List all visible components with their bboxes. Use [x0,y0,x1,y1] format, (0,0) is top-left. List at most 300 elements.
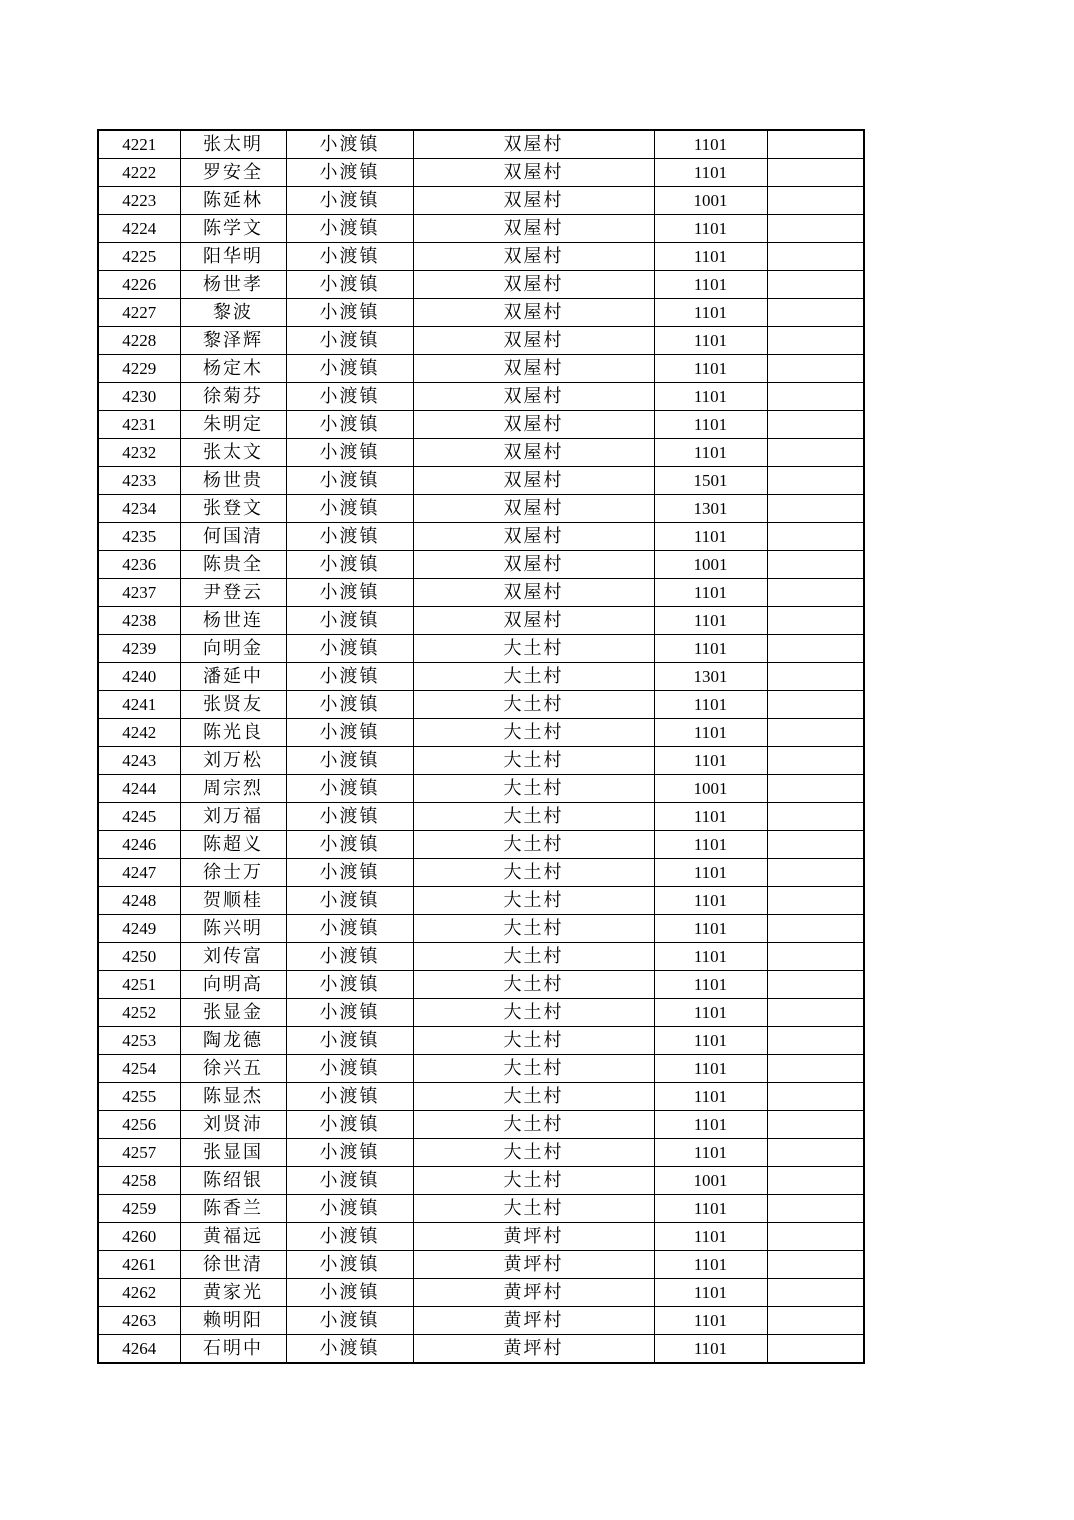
table-row [98,1279,864,1307]
note-cell [767,551,864,579]
table-row [98,775,864,803]
record-number-cell: 4243 [98,747,180,775]
person-name-cell: 张显国 [180,1139,286,1167]
record-number-cell: 4248 [98,887,180,915]
note-cell [767,1279,864,1307]
roster-table [97,129,865,1364]
person-name-cell: 杨世贵 [180,467,286,495]
table-row [98,1055,864,1083]
person-name-cell: 尹登云 [180,579,286,607]
code-cell: 1101 [654,299,767,327]
note-cell [767,1139,864,1167]
record-number-cell: 4222 [98,159,180,187]
village-cell: 双屋村 [413,299,654,327]
table-row [98,831,864,859]
record-number-cell: 4235 [98,523,180,551]
town-cell: 小渡镇 [286,719,413,747]
person-name-cell: 徐世清 [180,1251,286,1279]
person-name-cell: 陈绍银 [180,1167,286,1195]
village-cell: 大土村 [413,1111,654,1139]
code-cell: 1101 [654,1111,767,1139]
person-name-cell: 潘延中 [180,663,286,691]
record-number-cell: 4245 [98,803,180,831]
code-cell: 1101 [654,1251,767,1279]
village-cell: 双屋村 [413,130,654,159]
table-row [98,1223,864,1251]
record-number-cell: 4247 [98,859,180,887]
town-cell: 小渡镇 [286,775,413,803]
village-cell: 大土村 [413,719,654,747]
table-row [98,383,864,411]
code-cell: 1101 [654,803,767,831]
record-number-cell: 4257 [98,1139,180,1167]
code-cell: 1101 [654,1279,767,1307]
code-cell: 1101 [654,971,767,999]
note-cell [767,635,864,663]
village-cell: 黄坪村 [413,1335,654,1364]
person-name-cell: 陈光良 [180,719,286,747]
table-row [98,130,864,159]
note-cell [767,1167,864,1195]
note-cell [767,495,864,523]
person-name-cell: 陈香兰 [180,1195,286,1223]
village-cell: 大土村 [413,1195,654,1223]
village-cell: 大土村 [413,747,654,775]
village-cell: 大土村 [413,971,654,999]
person-name-cell: 张太明 [180,130,286,159]
table-row [98,747,864,775]
town-cell: 小渡镇 [286,355,413,383]
record-number-cell: 4261 [98,1251,180,1279]
town-cell: 小渡镇 [286,859,413,887]
town-cell: 小渡镇 [286,1335,413,1364]
town-cell: 小渡镇 [286,1055,413,1083]
town-cell: 小渡镇 [286,887,413,915]
note-cell [767,747,864,775]
code-cell: 1101 [654,635,767,663]
town-cell: 小渡镇 [286,1167,413,1195]
table-row [98,691,864,719]
record-number-cell: 4260 [98,1223,180,1251]
town-cell: 小渡镇 [286,439,413,467]
note-cell [767,1223,864,1251]
note-cell [767,467,864,495]
note-cell [767,943,864,971]
table-row [98,887,864,915]
person-name-cell: 黄福远 [180,1223,286,1251]
record-number-cell: 4224 [98,215,180,243]
village-cell: 大土村 [413,1027,654,1055]
town-cell: 小渡镇 [286,943,413,971]
record-number-cell: 4251 [98,971,180,999]
town-cell: 小渡镇 [286,215,413,243]
village-cell: 黄坪村 [413,1223,654,1251]
person-name-cell: 徐兴五 [180,1055,286,1083]
note-cell [767,523,864,551]
town-cell: 小渡镇 [286,243,413,271]
village-cell: 大土村 [413,691,654,719]
record-number-cell: 4249 [98,915,180,943]
code-cell: 1101 [654,887,767,915]
table-row [98,1335,864,1364]
code-cell: 1101 [654,243,767,271]
village-cell: 大土村 [413,1055,654,1083]
person-name-cell: 徐菊芬 [180,383,286,411]
village-cell: 大土村 [413,999,654,1027]
village-cell: 大土村 [413,635,654,663]
table-row [98,327,864,355]
code-cell: 1101 [654,439,767,467]
code-cell: 1001 [654,775,767,803]
town-cell: 小渡镇 [286,1279,413,1307]
record-number-cell: 4253 [98,1027,180,1055]
person-name-cell: 黄家光 [180,1279,286,1307]
town-cell: 小渡镇 [286,607,413,635]
record-number-cell: 4228 [98,327,180,355]
village-cell: 大土村 [413,803,654,831]
table-row [98,355,864,383]
note-cell [767,971,864,999]
town-cell: 小渡镇 [286,915,413,943]
roster-table-body [98,130,864,1363]
village-cell: 双屋村 [413,607,654,635]
table-row [98,1195,864,1223]
person-name-cell: 杨定木 [180,355,286,383]
code-cell: 1001 [654,1167,767,1195]
record-number-cell: 4250 [98,943,180,971]
code-cell: 1101 [654,915,767,943]
town-cell: 小渡镇 [286,663,413,691]
town-cell: 小渡镇 [286,1139,413,1167]
record-number-cell: 4254 [98,1055,180,1083]
table-row [98,1083,864,1111]
record-number-cell: 4242 [98,719,180,747]
record-number-cell: 4232 [98,439,180,467]
code-cell: 1101 [654,691,767,719]
record-number-cell: 4239 [98,635,180,663]
record-number-cell: 4263 [98,1307,180,1335]
person-name-cell: 朱明定 [180,411,286,439]
table-row [98,971,864,999]
note-cell [767,719,864,747]
note-cell [767,271,864,299]
person-name-cell: 向明金 [180,635,286,663]
village-cell: 黄坪村 [413,1279,654,1307]
note-cell [767,383,864,411]
record-number-cell: 4238 [98,607,180,635]
village-cell: 双屋村 [413,355,654,383]
table-row [98,271,864,299]
code-cell: 1301 [654,495,767,523]
person-name-cell: 刘贤沛 [180,1111,286,1139]
town-cell: 小渡镇 [286,159,413,187]
village-cell: 双屋村 [413,467,654,495]
town-cell: 小渡镇 [286,831,413,859]
village-cell: 大土村 [413,831,654,859]
person-name-cell: 张登文 [180,495,286,523]
note-cell [767,887,864,915]
note-cell [767,775,864,803]
village-cell: 黄坪村 [413,1251,654,1279]
town-cell: 小渡镇 [286,467,413,495]
village-cell: 大土村 [413,887,654,915]
town-cell: 小渡镇 [286,327,413,355]
table-row [98,439,864,467]
code-cell: 1101 [654,1055,767,1083]
table-row [98,1167,864,1195]
note-cell [767,1055,864,1083]
person-name-cell: 黎波 [180,299,286,327]
code-cell: 1101 [654,999,767,1027]
note-cell [767,1111,864,1139]
record-number-cell: 4237 [98,579,180,607]
record-number-cell: 4231 [98,411,180,439]
record-number-cell: 4230 [98,383,180,411]
code-cell: 1101 [654,943,767,971]
note-cell [767,1027,864,1055]
code-cell: 1501 [654,467,767,495]
table-row [98,635,864,663]
town-cell: 小渡镇 [286,383,413,411]
record-number-cell: 4229 [98,355,180,383]
table-row [98,467,864,495]
table-row [98,999,864,1027]
village-cell: 大土村 [413,1139,654,1167]
record-number-cell: 4255 [98,1083,180,1111]
person-name-cell: 陈贵全 [180,551,286,579]
record-number-cell: 4240 [98,663,180,691]
town-cell: 小渡镇 [286,803,413,831]
code-cell: 1101 [654,1139,767,1167]
table-row [98,495,864,523]
note-cell [767,999,864,1027]
note-cell [767,831,864,859]
table-row [98,215,864,243]
record-number-cell: 4264 [98,1335,180,1364]
person-name-cell: 杨世孝 [180,271,286,299]
town-cell: 小渡镇 [286,523,413,551]
note-cell [767,803,864,831]
town-cell: 小渡镇 [286,299,413,327]
table-row [98,663,864,691]
person-name-cell: 徐士万 [180,859,286,887]
town-cell: 小渡镇 [286,691,413,719]
village-cell: 双屋村 [413,243,654,271]
record-number-cell: 4226 [98,271,180,299]
code-cell: 1101 [654,327,767,355]
person-name-cell: 杨世连 [180,607,286,635]
village-cell: 大土村 [413,915,654,943]
record-number-cell: 4244 [98,775,180,803]
town-cell: 小渡镇 [286,1027,413,1055]
town-cell: 小渡镇 [286,551,413,579]
record-number-cell: 4258 [98,1167,180,1195]
town-cell: 小渡镇 [286,579,413,607]
table-row [98,943,864,971]
note-cell [767,1335,864,1364]
person-name-cell: 刘万松 [180,747,286,775]
note-cell [767,327,864,355]
village-cell: 双屋村 [413,551,654,579]
record-number-cell: 4227 [98,299,180,327]
code-cell: 1101 [654,1223,767,1251]
code-cell: 1001 [654,187,767,215]
record-number-cell: 4236 [98,551,180,579]
town-cell: 小渡镇 [286,1223,413,1251]
note-cell [767,1195,864,1223]
person-name-cell: 黎泽辉 [180,327,286,355]
village-cell: 大土村 [413,1167,654,1195]
table-row [98,1251,864,1279]
record-number-cell: 4246 [98,831,180,859]
code-cell: 1101 [654,607,767,635]
town-cell: 小渡镇 [286,411,413,439]
village-cell: 大土村 [413,1083,654,1111]
table-row [98,1027,864,1055]
town-cell: 小渡镇 [286,1111,413,1139]
code-cell: 1101 [654,719,767,747]
code-cell: 1101 [654,271,767,299]
code-cell: 1001 [654,551,767,579]
note-cell [767,915,864,943]
code-cell: 1301 [654,663,767,691]
table-row [98,579,864,607]
table-row [98,915,864,943]
code-cell: 1101 [654,383,767,411]
town-cell: 小渡镇 [286,130,413,159]
code-cell: 1101 [654,859,767,887]
code-cell: 1101 [654,579,767,607]
code-cell: 1101 [654,159,767,187]
village-cell: 双屋村 [413,271,654,299]
person-name-cell: 罗安全 [180,159,286,187]
table-row [98,859,864,887]
code-cell: 1101 [654,215,767,243]
record-number-cell: 4233 [98,467,180,495]
person-name-cell: 陈兴明 [180,915,286,943]
person-name-cell: 周宗烈 [180,775,286,803]
note-cell [767,215,864,243]
village-cell: 大土村 [413,775,654,803]
person-name-cell: 陈显杰 [180,1083,286,1111]
table-row [98,1111,864,1139]
note-cell [767,299,864,327]
person-name-cell: 阳华明 [180,243,286,271]
record-number-cell: 4241 [98,691,180,719]
note-cell [767,663,864,691]
table-row [98,803,864,831]
note-cell [767,187,864,215]
code-cell: 1101 [654,411,767,439]
table-row [98,159,864,187]
table-row [98,551,864,579]
village-cell: 大土村 [413,859,654,887]
person-name-cell: 刘传富 [180,943,286,971]
note-cell [767,243,864,271]
record-number-cell: 4221 [98,130,180,159]
code-cell: 1101 [654,355,767,383]
person-name-cell: 张显金 [180,999,286,1027]
code-cell: 1101 [654,1195,767,1223]
table-row [98,719,864,747]
record-number-cell: 4262 [98,1279,180,1307]
person-name-cell: 张太文 [180,439,286,467]
village-cell: 双屋村 [413,159,654,187]
town-cell: 小渡镇 [286,1251,413,1279]
note-cell [767,1307,864,1335]
note-cell [767,1251,864,1279]
table-row [98,607,864,635]
code-cell: 1101 [654,1083,767,1111]
code-cell: 1101 [654,747,767,775]
note-cell [767,691,864,719]
person-name-cell: 陈学文 [180,215,286,243]
town-cell: 小渡镇 [286,747,413,775]
code-cell: 1101 [654,523,767,551]
town-cell: 小渡镇 [286,1083,413,1111]
person-name-cell: 向明高 [180,971,286,999]
table-row [98,1139,864,1167]
code-cell: 1101 [654,130,767,159]
village-cell: 双屋村 [413,215,654,243]
village-cell: 双屋村 [413,523,654,551]
town-cell: 小渡镇 [286,1195,413,1223]
table-row [98,243,864,271]
note-cell [767,411,864,439]
table-row [98,1307,864,1335]
table-row [98,411,864,439]
note-cell [767,355,864,383]
record-number-cell: 4225 [98,243,180,271]
town-cell: 小渡镇 [286,271,413,299]
person-name-cell: 张贤友 [180,691,286,719]
village-cell: 双屋村 [413,383,654,411]
record-number-cell: 4234 [98,495,180,523]
village-cell: 双屋村 [413,187,654,215]
code-cell: 1101 [654,1335,767,1364]
code-cell: 1101 [654,1307,767,1335]
record-number-cell: 4223 [98,187,180,215]
person-name-cell: 赖明阳 [180,1307,286,1335]
record-number-cell: 4259 [98,1195,180,1223]
note-cell [767,159,864,187]
record-number-cell: 4256 [98,1111,180,1139]
note-cell [767,579,864,607]
person-name-cell: 何国清 [180,523,286,551]
table-row [98,299,864,327]
code-cell: 1101 [654,1027,767,1055]
person-name-cell: 贺顺桂 [180,887,286,915]
village-cell: 双屋村 [413,327,654,355]
person-name-cell: 刘万福 [180,803,286,831]
table-row [98,187,864,215]
note-cell [767,859,864,887]
village-cell: 双屋村 [413,579,654,607]
person-name-cell: 石明中 [180,1335,286,1364]
village-cell: 黄坪村 [413,1307,654,1335]
note-cell [767,439,864,467]
town-cell: 小渡镇 [286,187,413,215]
table-row [98,523,864,551]
person-name-cell: 陈超义 [180,831,286,859]
note-cell [767,130,864,159]
town-cell: 小渡镇 [286,495,413,523]
village-cell: 大土村 [413,663,654,691]
note-cell [767,1083,864,1111]
village-cell: 双屋村 [413,439,654,467]
person-name-cell: 陈延林 [180,187,286,215]
village-cell: 双屋村 [413,495,654,523]
